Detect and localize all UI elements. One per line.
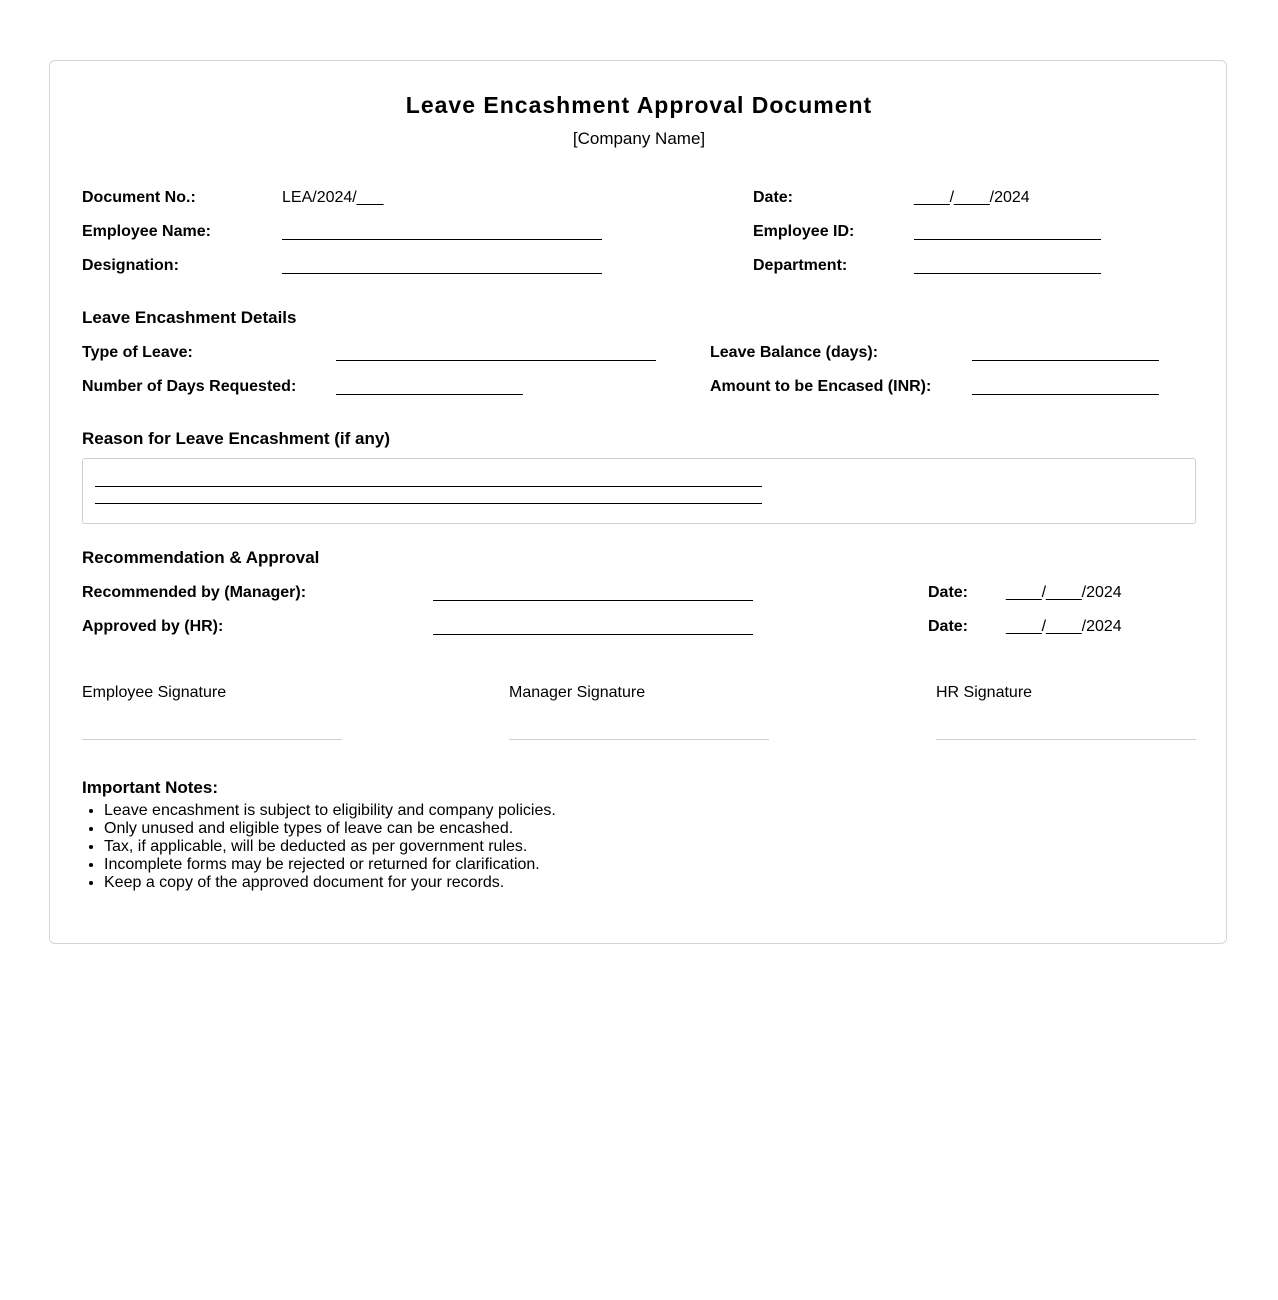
manager-signature-line[interactable] (509, 739, 769, 740)
days-requested-label: Number of Days Requested: (82, 378, 297, 395)
recommended-date-label: Date: (928, 584, 969, 601)
leave-balance-field[interactable] (972, 360, 1159, 361)
note-item: • Incomplete forms may be rejected or returned for clarification. (104, 856, 556, 874)
date-label: Date: (753, 189, 794, 206)
date-value: ____/____/2024 (914, 189, 1030, 206)
days-requested-field[interactable] (336, 394, 523, 395)
department-label: Department: (753, 257, 848, 274)
employee-signature-label: Employee Signature (82, 684, 227, 701)
amount-label: Amount to be Encased (INR): (710, 378, 932, 395)
employee-name-field[interactable] (282, 239, 602, 240)
note-item: • Tax, if applicable, will be deducted as per government rules. (104, 838, 556, 856)
hr-signature-label: HR Signature (936, 684, 1033, 701)
reason-line-2 (95, 503, 762, 504)
approved-by-field[interactable] (433, 634, 753, 635)
reason-textarea[interactable] (82, 458, 1196, 524)
document-no-label: Document No.: (82, 189, 196, 206)
manager-signature-label: Manager Signature (509, 684, 646, 701)
approved-date-label: Date: (928, 618, 969, 635)
approval-heading: Recommendation & Approval (82, 548, 320, 567)
type-of-leave-label: Type of Leave: (82, 344, 193, 361)
amount-field[interactable] (972, 394, 1159, 395)
designation-label: Designation: (82, 257, 179, 274)
approved-date-value: ____/____/2024 (1006, 618, 1122, 635)
reason-line-1 (95, 486, 762, 487)
designation-field[interactable] (282, 273, 602, 274)
document-title: Leave Encashment Approval Document (405, 92, 873, 118)
employee-id-field[interactable] (914, 239, 1101, 240)
reason-heading: Reason for Leave Encashment (if any) (82, 429, 390, 448)
notes-list (82, 802, 556, 892)
employee-name-label: Employee Name: (82, 223, 211, 240)
note-item: • Only unused and eligible types of leave can be encashed. (104, 820, 556, 838)
note-item: • Leave encashment is subject to eligibility and company policies. (104, 802, 556, 820)
approved-by-label: Approved by (HR): (82, 618, 224, 635)
company-name: [Company Name] (572, 129, 706, 148)
department-field[interactable] (914, 273, 1101, 274)
document-no-value: LEA/2024/___ (282, 189, 384, 206)
notes-heading: Important Notes: (82, 778, 218, 797)
employee-signature-line[interactable] (82, 739, 342, 740)
employee-id-label: Employee ID: (753, 223, 855, 240)
type-of-leave-field[interactable] (336, 360, 656, 361)
recommended-date-value: ____/____/2024 (1006, 584, 1122, 601)
details-heading: Leave Encashment Details (82, 308, 297, 327)
leave-balance-label: Leave Balance (days): (710, 344, 879, 361)
note-item: • Keep a copy of the approved document for your records. (104, 874, 556, 892)
recommended-by-field[interactable] (433, 600, 753, 601)
recommended-by-label: Recommended by (Manager): (82, 584, 307, 601)
hr-signature-line[interactable] (936, 739, 1196, 740)
